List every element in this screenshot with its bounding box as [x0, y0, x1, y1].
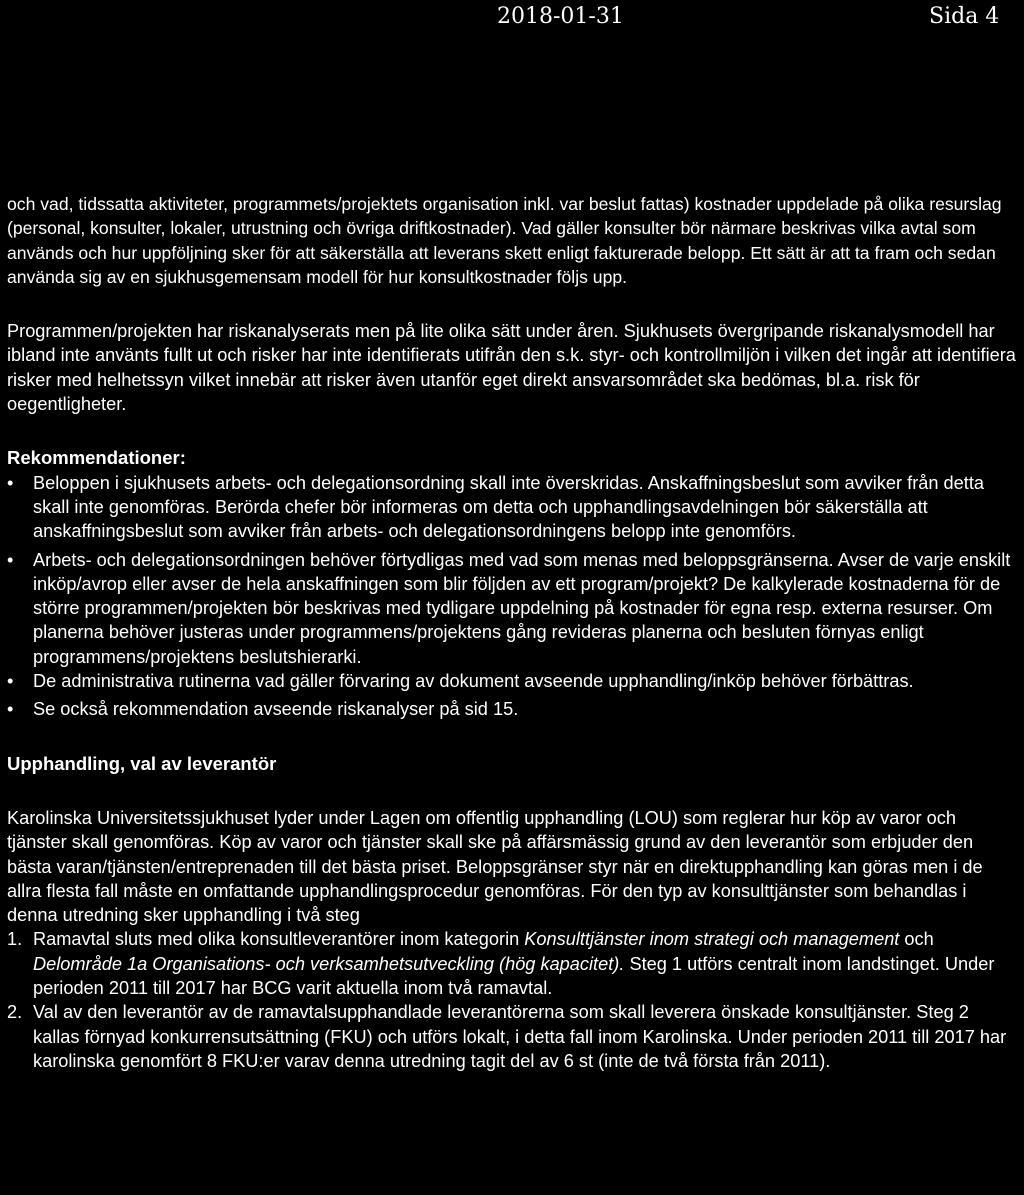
procurement-steps [7, 927, 1019, 1073]
list-item [7, 669, 1019, 693]
step-text-b: och [899, 929, 934, 950]
intro-paragraph: och vad, tidssatta aktiviteter, programmets/projektets organisation inkl. var beslut fattas) kostnader uppdelade på olika resurslag (personal, konsulter, lokaler, utrustning och övriga driftkostnader). Vad gäller konsulter bör närmare beskrivas vilka avtal som används och hur uppföljning sker för att säkerställa att leverans skett enligt fakturerade belopp. Ett sätt är att ta fram och sedan använda sig av en sjukhusgemensam modell för hur konsultkostnader följs upp. [7, 194, 1002, 287]
recommendation-text: De administrativa rutinerna vad gäller förvaring av dokument avseende upphandling/inköp behöver förbättras. [33, 671, 914, 692]
step-number: 1. [7, 929, 23, 950]
list-item [7, 697, 1019, 721]
list-item [7, 1000, 1019, 1073]
step-number: 2. [7, 1002, 23, 1023]
step-italic-a: Konsulttjänster inom strategi och management [524, 929, 900, 950]
page-number: Sida 4 [929, 4, 1000, 29]
procurement-heading: Upphandling, val av leverantör [7, 752, 277, 774]
bullet-mark: • [7, 671, 14, 692]
recommendation-text: Beloppen i sjukhusets arbets- och delegationsordning skall inte överskridas. Anskaffningsbeslut som avviker från detta skall inte genomföras. Berörda chefer bör informeras om detta och upphandlingsavdelningen bör säkerställa att anskaffningsbeslut som avviker från arbets- och delegationsordningens belopp inte genomförs. [33, 472, 984, 542]
bullet-mark: • [7, 472, 14, 493]
bullet-mark: • [7, 699, 14, 720]
list-item [7, 548, 1019, 669]
document-body [7, 192, 1019, 1073]
recommendation-text: Se också rekommendation avseende riskanalyser på sid 15. [33, 699, 519, 720]
recommendation-text: Arbets- och delegationsordningen behöver förtydligas med vad som menas med beloppsgränserna. Avser de varje enskilt inköp/avrop eller avser de hela anskaffningen som blir följden av ett program/projekt? De kalkylerade kostnaderna för de större programmen/projekten bör beskrivas med tydligare uppdelning på kostnader för egna resp. externa resurser. Om planerna behöver justeras under programmens/projektens gång revideras planerna och besluten förnyas enligt programmens/projektens beslutshierarki. [33, 549, 1011, 667]
procurement-paragraph: Karolinska Universitetssjukhuset lyder under Lagen om offentlig upphandling (LOU) som reglerar hur köp av varor och tjänster skall genomföras. Köp av varor och tjänster skall ske på affärsmässig grund av den leverantör som erbjuder den bästa varan/tjänsten/entreprenaden till det bästa priset. Beloppsgränser styr när en direktupphandling kan göras men i de allra flesta fall måste en omfattande upphandlingsprocedur genomföras. För den typ av konsulttjänster som behandlas i denna utredning sker upphandling i två steg [7, 807, 983, 926]
list-item [7, 927, 1019, 1000]
step-text: Val av den leverantör av de ramavtalsupphandlade leverantörerna som skall leverera önskade konsultjänster. Steg 2 kallas förnyad konkurrensutsättning (FKU) och utförs lokalt, i detta fall inom Karolinska. Under perioden 2011 till 2017 har karolinska genomfört 8 FKU:er varav denna utredning tagit del av 6 st (inte de två första från 2011). [33, 1002, 1007, 1071]
step-italic-b: Delområde 1a Organisations- och verksamhetsutveckling (hög kapacitet). [33, 953, 625, 974]
recommendations-list [7, 471, 1019, 722]
recommendations-heading: Rekommendationer: [7, 447, 186, 469]
bullet-mark: • [7, 549, 14, 570]
header-date: 2018-01-31 [497, 4, 624, 29]
step-text-c: Steg 1 utförs centralt inom landstinget. Under perioden 2011 till 2017 har BCG varit aktuella inom två ramavtal. [33, 953, 995, 999]
step-text-a: Ramavtal sluts med olika konsultleverantörer inom kategorin [33, 929, 525, 950]
list-item [7, 471, 1019, 544]
risk-paragraph: Programmen/projekten har riskanalyserats men på lite olika sätt under åren. Sjukhusets övergripande riskanalysmodell har ibland inte använts fullt ut och risker har inte identifierats utifrån den s.k. styr- och kontrollmiljön i vilken det ingår att identifiera risker med helhetssyn vilket innebär att risker även utanför eget direkt ansvarsområdet ska bedömas, bl.a. risk för oegentligheter. [7, 321, 1016, 415]
